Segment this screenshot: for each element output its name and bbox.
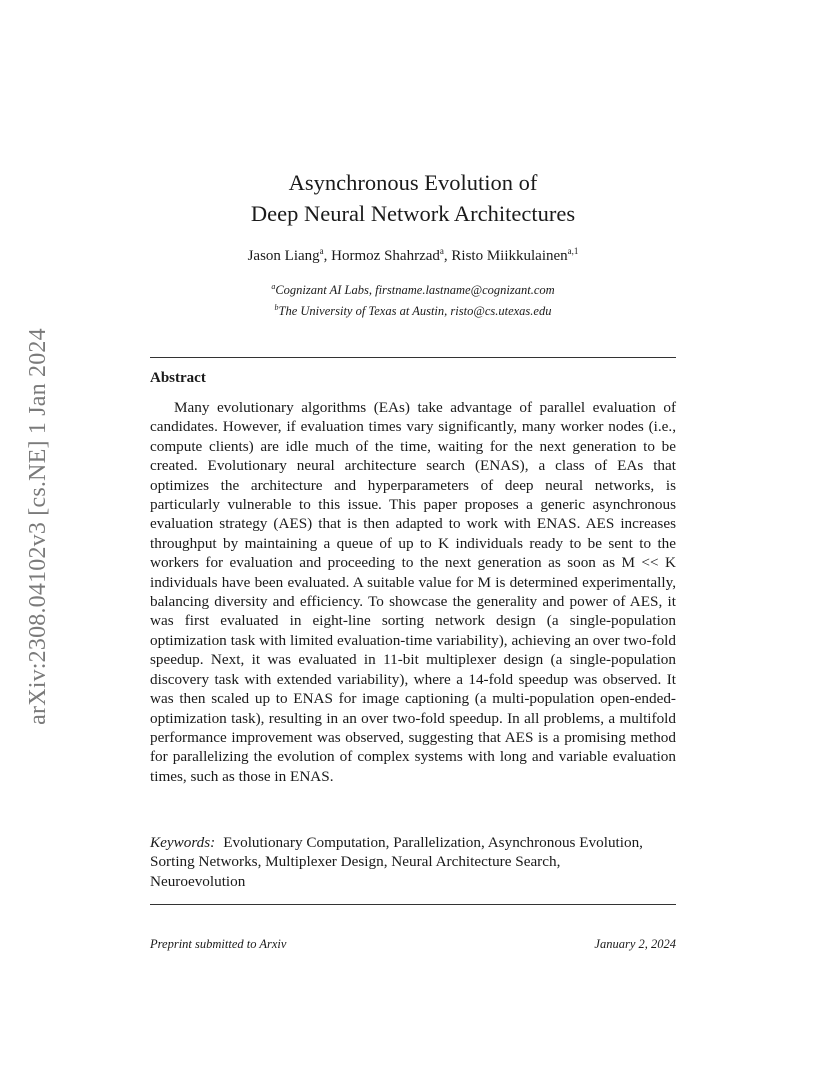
abstract-top-rule [150, 357, 676, 358]
affiliation-mark: a [271, 282, 276, 291]
abstract-body: Many evolutionary algorithms (EAs) take advantage of parallel evaluation of candidates. However, if evaluation times vary significantly, many worker nodes (i.e., compute clients) are idle much of the time, waiting for the next generation to be created. Evolutionary neural architecture search (ENAS), a class of EAs that optimizes the architecture and hyperparameters of deep neural networks, is particularly vulnerable to this issue. This paper proposes a generic asynchronous evaluation strategy (AES) that is then adapted to work with ENAS. AES increases throughput by maintaining a queue of up to K individuals ready to be sent to the workers for evaluation and proceeding to the next generation as soon as M << K individuals have been evaluated. A suitable value for M is determined experimentally, balancing diversity and efficiency. To showcase the generality and power of AES, it was first evaluated in eight-line sorting network design (a single-population optimization task with limited evaluation-time variability), achieving an over two-fold speedup. Next, it was evaluated in 11-bit multiplexer design (a single-population discovery task with extended variability), where a 14-fold speedup was observed. It was then scaled up to ENAS for image captioning (a multi-population open-ended-optimization task), resulting in an over two-fold speedup. In all problems, a multifold performance improvement was observed, suggesting that AES is a promising method for parallelizing the evolution of complex systems with long and variable evaluation times, such as those in ENAS. [150, 399, 676, 785]
affiliation-line [150, 278, 676, 299]
keywords [150, 833, 650, 891]
keywords-text: Evolutionary Computation, Parallelization, Asynchronous Evolution, Sorting Networks, Multiplexer Design, Neural Architecture Search, Neuroevolution [150, 834, 643, 890]
affiliation-text: The University of Texas at Austin, risto@cs.utexas.edu [278, 304, 552, 319]
author-list: Jason Liang$^a$, Hormoz Shahrzad$^a$, Risto Miikkulainen$^{a,1}$ [247, 246, 579, 264]
title-line-2: Deep Neural Network Architectures [250, 201, 576, 226]
author-name: Hormoz Shahrzad [331, 248, 440, 264]
keywords-label: Keywords: [150, 834, 216, 851]
affiliation-list [150, 278, 676, 320]
preprint-note: Preprint submitted to Arxiv [150, 937, 287, 951]
affiliation-mark: b [274, 303, 279, 313]
author-affiliation-mark: a,1 [567, 246, 579, 256]
affiliation-line [150, 299, 676, 320]
affiliation-text: Cognizant AI Labs, firstname.lastname@cognizant.com [275, 283, 555, 298]
title-line-1: Asynchronous Evolution of [288, 170, 538, 195]
abstract-bottom-rule [150, 904, 676, 905]
author-affiliation-mark: a [439, 246, 444, 256]
paper-title [150, 167, 676, 229]
arxiv-sidebar-stamp [22, 296, 54, 756]
abstract-heading: Abstract [150, 370, 206, 386]
preprint-date: January 2, 2024 [594, 937, 676, 951]
author-name: Jason Liang [247, 248, 320, 264]
author-name: Risto Miikkulainen [451, 248, 568, 264]
arxiv-identifier: arXiv:2308.04102v3 [cs.NE] 1 Jan 2024 [24, 327, 51, 725]
author-affiliation-mark: a [319, 246, 324, 256]
